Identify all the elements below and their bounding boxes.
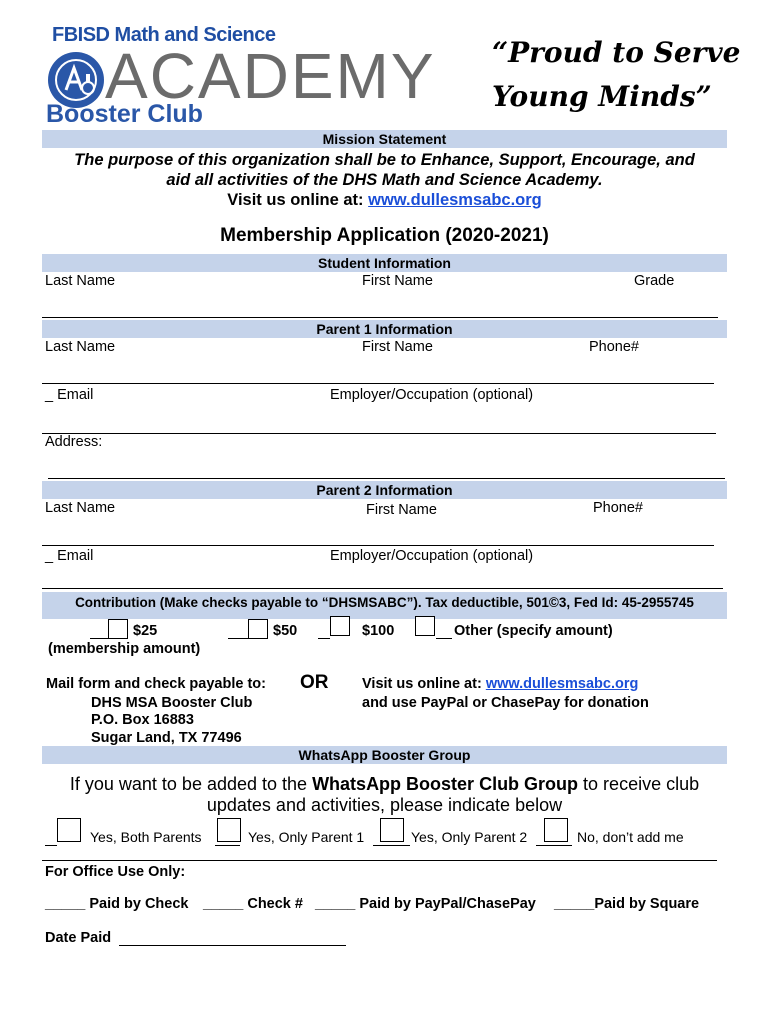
other-blank	[436, 638, 452, 639]
student-last-name-label: Last Name	[45, 273, 116, 289]
whatsapp-heading: WhatsApp Booster Group	[42, 746, 727, 764]
whatsapp-divider	[42, 860, 717, 861]
mission-line-1: The purpose of this organization shall be to Enhance, Support, Encourage, and	[74, 151, 695, 169]
opt25-blank	[90, 638, 108, 639]
office-check-number: _____ Check #	[203, 896, 303, 912]
parent1-heading: Parent 1 Information	[42, 320, 727, 338]
wa-p1-blank	[215, 845, 240, 846]
contribution-50-label: $50	[273, 623, 298, 639]
parent1-last-name-label: Last Name	[45, 339, 116, 355]
whatsapp-no-checkbox[interactable]	[544, 818, 568, 842]
whatsapp-text-line-1	[42, 774, 727, 795]
paypal-note: and use PayPal or ChasePay for donation	[362, 695, 649, 711]
whatsapp-parent1-checkbox[interactable]	[217, 818, 241, 842]
parent2-employer-label: Employer/Occupation (optional)	[330, 548, 534, 564]
org-line: FBISD Math and Science	[52, 24, 276, 46]
wa-no-blank	[536, 845, 572, 846]
parent1-name-line[interactable]	[42, 383, 714, 384]
student-grade-label: Grade	[634, 273, 675, 289]
whatsapp-text-line-2: updates and activities, please indicate below	[206, 795, 563, 815]
parent2-name-line[interactable]	[42, 545, 714, 546]
or-label: OR	[300, 672, 329, 693]
online-visit	[362, 676, 638, 692]
online-visit-label: Visit us online at:	[362, 676, 482, 692]
parent1-address-label: Address:	[45, 434, 103, 450]
contribution-100-label: $100	[362, 623, 395, 639]
office-heading: For Office Use Only:	[45, 864, 186, 880]
membership-note: (membership amount)	[48, 641, 201, 657]
contribution-heading: Contribution (Make checks payable to “DHSMSABC”). Tax deductible, 501©3, Fed Id: 45-2955745	[42, 592, 727, 619]
mission-visit	[42, 191, 727, 210]
tagline-line-1: “Proud to Serve	[492, 36, 741, 69]
whatsapp-parent2-label: Yes, Only Parent 2	[411, 829, 528, 845]
student-first-name-label: First Name	[362, 273, 433, 289]
contribution-100-checkbox[interactable]	[330, 616, 350, 636]
parent1-first-name-label: First Name	[362, 339, 433, 355]
whatsapp-both-checkbox[interactable]	[57, 818, 81, 842]
parent2-email-line[interactable]	[42, 588, 723, 589]
student-input-line[interactable]	[42, 317, 718, 318]
website-link[interactable]: www.dullesmsabc.org	[368, 191, 542, 209]
office-paid-square: _____Paid by Square	[554, 896, 700, 912]
parent1-address-line[interactable]	[48, 478, 725, 479]
student-heading: Student Information	[42, 254, 727, 272]
online-website-link[interactable]: www.dullesmsabc.org	[485, 676, 639, 692]
office-paid-check: _____ Paid by Check	[45, 896, 189, 912]
whatsapp-parent1-label: Yes, Only Parent 1	[248, 829, 365, 845]
whatsapp-text-post: to receive club	[578, 774, 700, 794]
mission-line-2: aid all activities of the DHS Math and Science Academy.	[166, 171, 603, 189]
visit-label: Visit us online at:	[227, 191, 364, 209]
whatsapp-no-label: No, don’t add me	[577, 829, 684, 845]
mail-address-1: DHS MSA Booster Club	[91, 695, 253, 711]
office-paid-paypal: _____ Paid by PayPal/ChasePay	[315, 896, 536, 912]
wa-both-blank	[45, 845, 57, 846]
contribution-other-checkbox[interactable]	[415, 616, 435, 636]
mail-label: Mail form and check payable to:	[46, 676, 266, 692]
whatsapp-group-name: WhatsApp Booster Club Group	[312, 774, 579, 794]
mission-heading: Mission Statement	[42, 130, 727, 148]
contribution-other-label: Other (specify amount)	[454, 623, 613, 639]
parent2-email-label: _ Email	[45, 548, 94, 564]
parent1-phone-label: Phone#	[589, 339, 639, 355]
parent1-email-line[interactable]	[42, 433, 716, 434]
parent2-first-name-label: First Name	[366, 502, 437, 518]
parent1-email-label: _ Email	[45, 387, 94, 403]
opt50-blank	[228, 638, 248, 639]
whatsapp-both-label: Yes, Both Parents	[90, 829, 202, 845]
date-paid-line[interactable]	[119, 945, 346, 946]
tagline-line-2: Young Minds”	[492, 80, 712, 113]
parent1-employer-label: Employer/Occupation (optional)	[330, 387, 534, 403]
academy-wordmark: ACADEMY	[105, 40, 436, 112]
contribution-25-label: $25	[133, 623, 158, 639]
mail-address-2: P.O. Box 16883	[91, 712, 194, 728]
contribution-50-checkbox[interactable]	[248, 619, 268, 639]
opt100-blank	[318, 638, 330, 639]
parent2-phone-label: Phone#	[593, 500, 643, 516]
mail-address-3: Sugar Land, TX 77496	[91, 730, 242, 746]
office-date-paid-label: Date Paid	[45, 930, 112, 946]
booster-club-label: Booster Club	[46, 100, 203, 128]
whatsapp-text-pre: If you want to be added to the	[69, 774, 313, 794]
whatsapp-parent2-checkbox[interactable]	[380, 818, 404, 842]
wa-p2-blank	[373, 845, 410, 846]
form-title: Membership Application (2020-2021)	[220, 225, 549, 246]
parent2-heading: Parent 2 Information	[42, 481, 727, 499]
contribution-25-checkbox[interactable]	[108, 619, 128, 639]
parent2-last-name-label: Last Name	[45, 500, 116, 516]
